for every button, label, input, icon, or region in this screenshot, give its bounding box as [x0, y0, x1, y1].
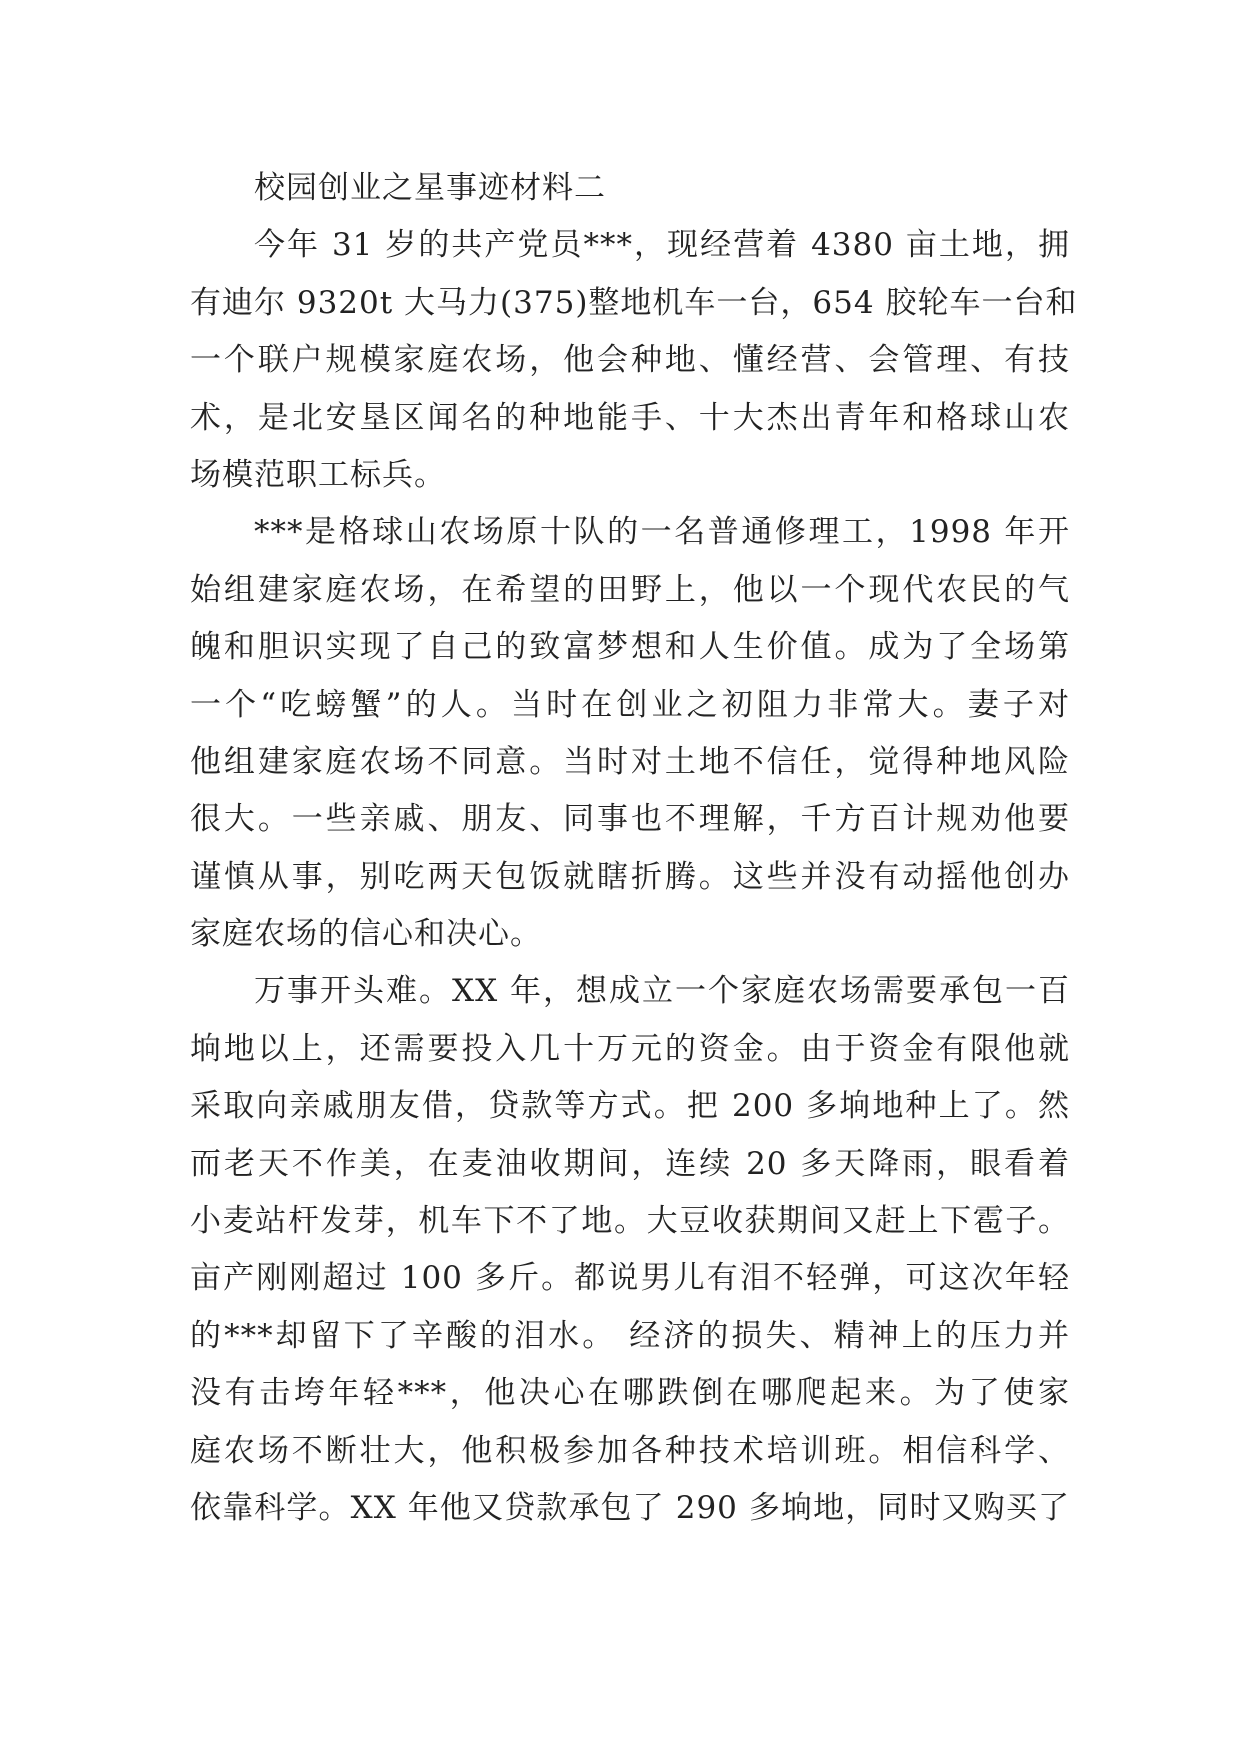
paragraph-line: 场模范职工标兵。: [190, 456, 446, 493]
paragraph-line: 一个“吃螃蟹”的人。当时在创业之初阻力非常大。妻子对: [190, 686, 1070, 723]
paragraph-line: 今年 31 岁的共产党员***，现经营着 4380 亩土地，拥: [254, 227, 1070, 264]
paragraph-line: 的***却留下了辛酸的泪水。 经济的损失、精神上的压力并: [190, 1317, 1070, 1354]
paragraph-line: 始组建家庭农场，在希望的田野上，他以一个现代农民的气: [190, 571, 1070, 608]
paragraph-line: 万事开头难。XX 年，想成立一个家庭农场需要承包一百: [254, 973, 1070, 1010]
paragraph-line: 依靠科学。XX 年他又贷款承包了 290 多垧地，同时又购买了: [190, 1489, 1070, 1526]
paragraph-line: 家庭农场的信心和决心。: [190, 916, 542, 953]
paragraph-line: 垧地以上，还需要投入几十万元的资金。由于资金有限他就: [190, 1030, 1070, 1067]
paragraph-line: 他组建家庭农场不同意。当时对土地不信任，觉得种地风险: [190, 743, 1070, 780]
paragraph-line: 术，是北安垦区闻名的种地能手、十大杰出青年和格球山农: [190, 399, 1070, 436]
document-body: [190, 160, 1078, 1537]
paragraph-line: 魄和胆识实现了自己的致富梦想和人生价值。成为了全场第: [190, 629, 1070, 666]
document-title: 校园创业之星事迹材料二: [254, 170, 606, 206]
paragraph-line: 而老天不作美，在麦油收期间，连续 20 多天降雨，眼看着: [190, 1145, 1070, 1182]
paragraph-line: 庭农场不断壮大，他积极参加各种技术培训班。相信科学、: [190, 1432, 1070, 1469]
paragraph-line: 没有击垮年轻***，他决心在哪跌倒在哪爬起来。为了使家: [190, 1375, 1070, 1412]
paragraph-line: 有迪尔 9320t 大马力(375)整地机车一台，654 胶轮车一台和: [190, 284, 1078, 321]
paragraph-line: 一个联户规模家庭农场，他会种地、懂经营、会管理、有技: [190, 342, 1070, 379]
paragraph-line: 很大。一些亲戚、朋友、同事也不理解，千方百计规劝他要: [190, 801, 1070, 838]
paragraph-line: ***是格球山农场原十队的一名普通修理工，1998 年开: [254, 514, 1070, 551]
paragraph-line: 采取向亲戚朋友借，贷款等方式。把 200 多垧地种上了。然: [190, 1088, 1070, 1125]
paragraph-line: 亩产刚刚超过 100 多斤。都说男儿有泪不轻弹，可这次年轻: [190, 1260, 1070, 1297]
paragraph-line: 小麦站杆发芽，机车下不了地。大豆收获期间又赶上下雹子。: [190, 1203, 1070, 1240]
paragraph-line: 谨慎从事，别吃两天包饭就瞎折腾。这些并没有动摇他创办: [190, 858, 1070, 895]
